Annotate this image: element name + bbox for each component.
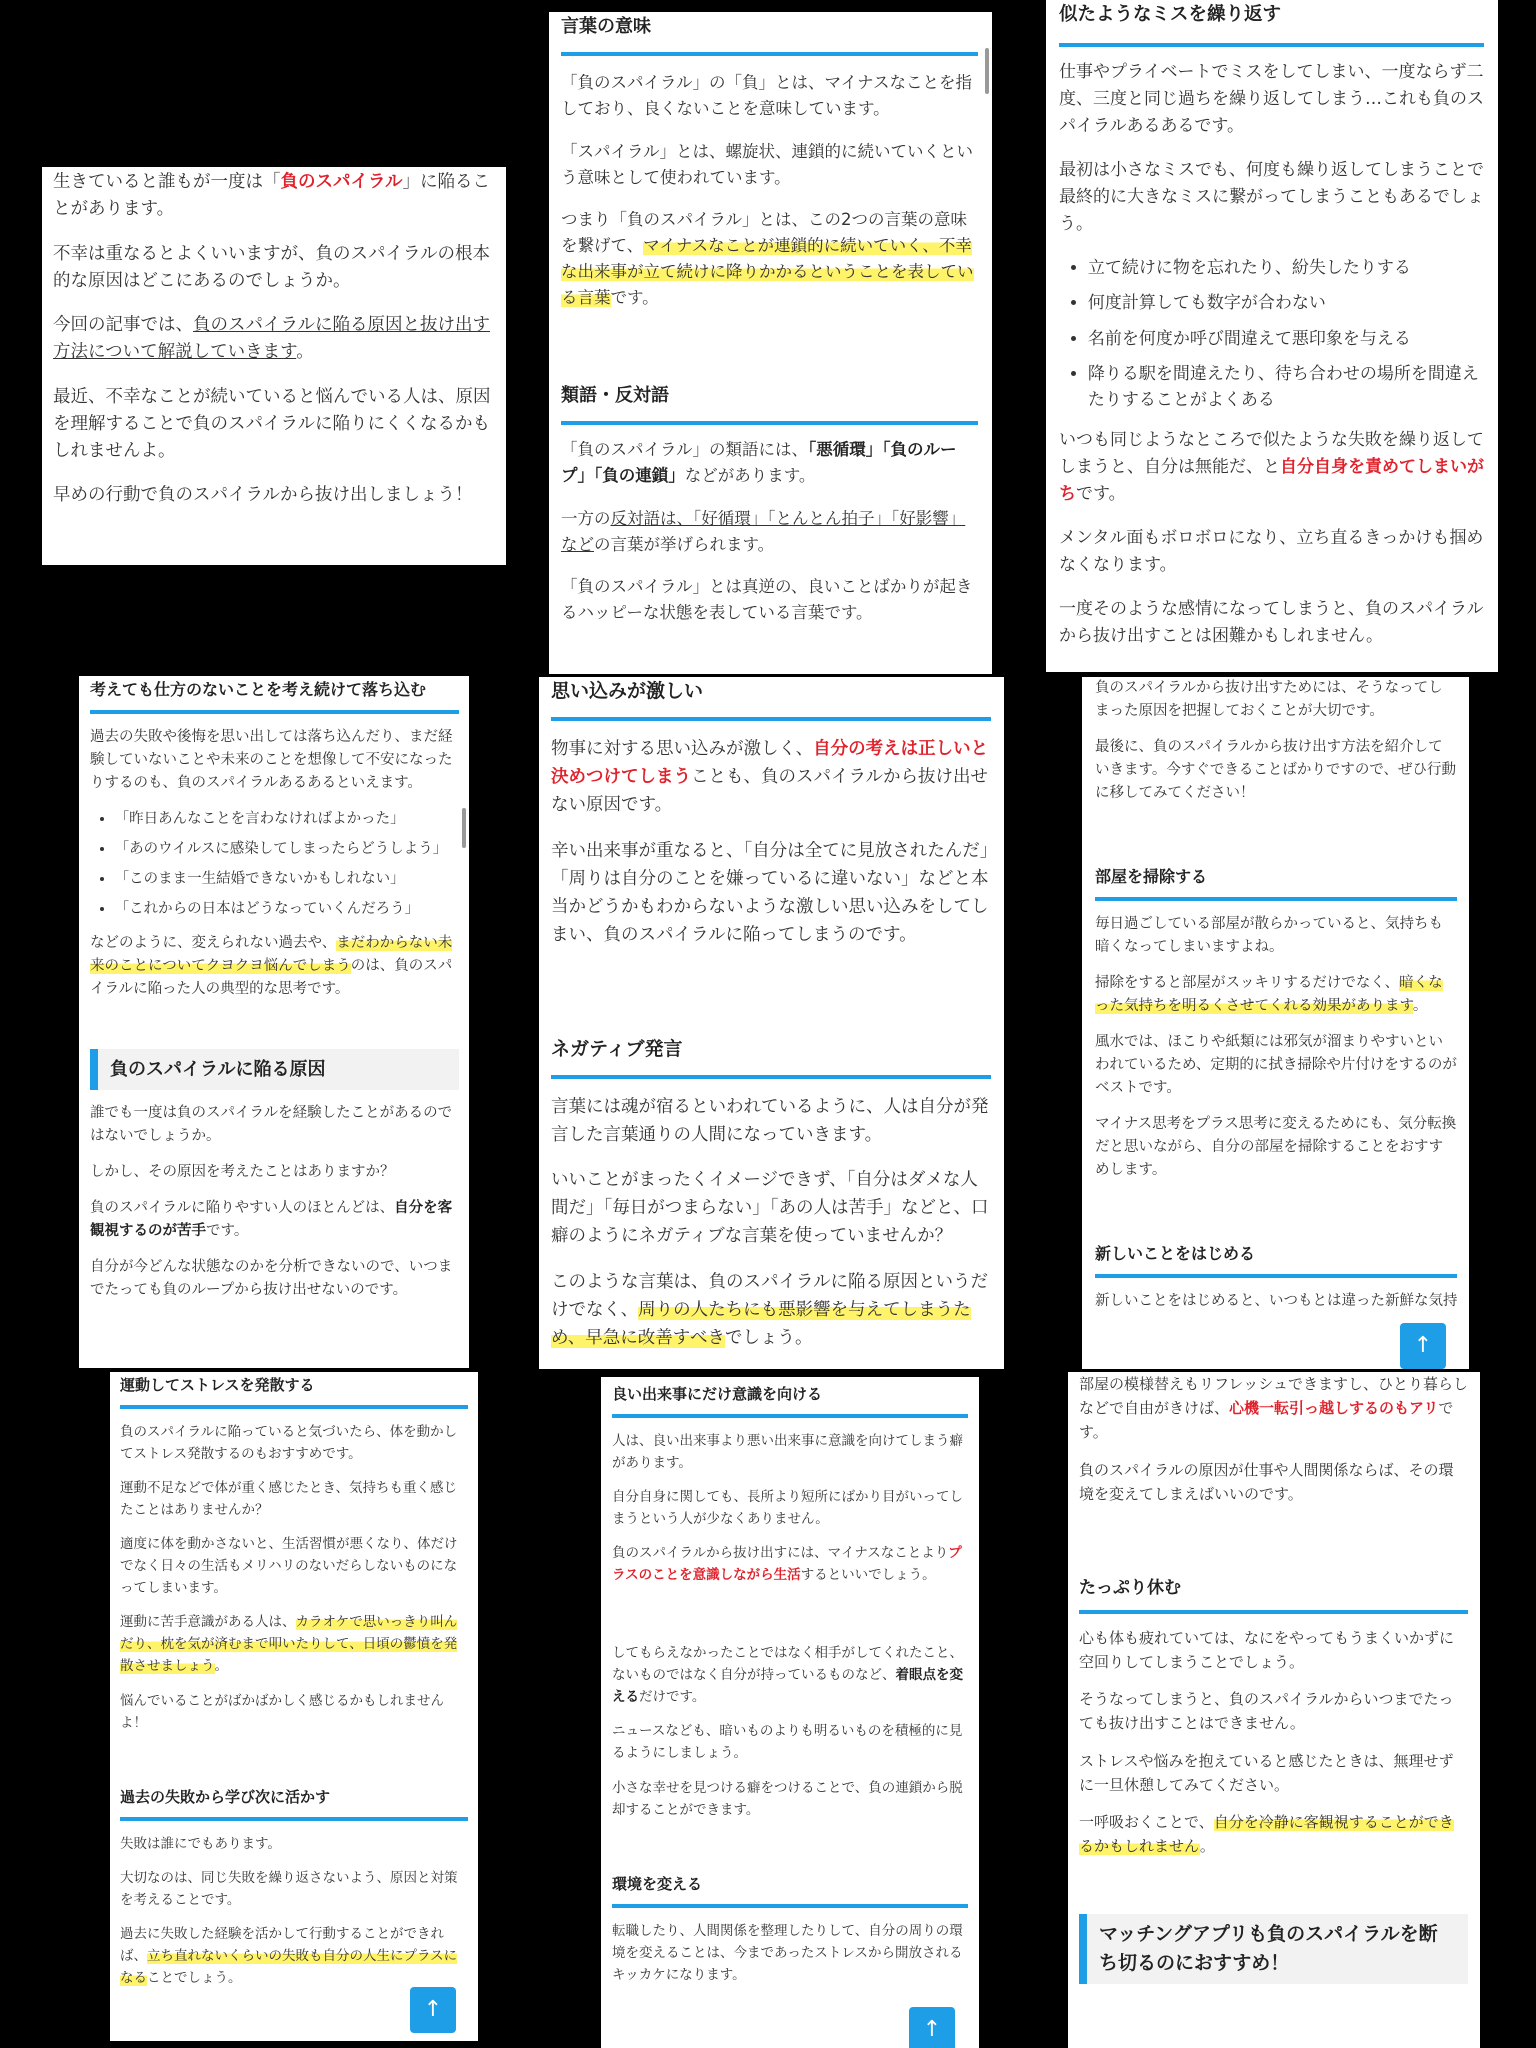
heading-overthinking: 考えても仕方のないことを考え続けて落ち込む xyxy=(90,676,459,714)
highlight-yellow: 暗くなった気持ちを明るくさせてくれる効果があります xyxy=(1095,975,1443,1015)
clean-paragraph-4: マイナス思考をプラス思考に変えるためにも、気分転換だと思いながら、自分の部屋を掃除することをおすすめします。 xyxy=(1095,1116,1457,1179)
highlight-red: 自分自身を責めてしまいがち xyxy=(1059,456,1484,504)
heading-synonyms: 類語・反対語 xyxy=(561,383,978,425)
highlight-yellow: マイナスなことが連鎖的に続いていく、不幸な出来事が立て続けに降りかかるということを表している言葉 xyxy=(561,236,974,307)
heading-exercise: 運動してストレスを発散する xyxy=(120,1372,468,1409)
scroll-to-top-button[interactable]: ↑ xyxy=(410,1987,456,2033)
failure-paragraph-1: 失敗は誰にでもあります。 xyxy=(120,1835,281,1852)
mistakes-paragraph-3: いつも同じようなところで似たような失敗を繰り返してしまうと、自分は無能だ、と自分自身を責めてしまいがちです。 xyxy=(1059,429,1484,504)
clean-paragraph-3: 風水では、ほこりや紙類には邪気が溜まりやすいといわれているため、定期的に拭き掃除や片付けをするのがベストです。 xyxy=(1095,1034,1457,1097)
list-item: • 立て続けに物を忘れたり、紛失したりする xyxy=(1088,255,1484,281)
scroll-to-top-button[interactable]: ↑ xyxy=(909,2007,955,2048)
good-paragraph-5: ニュースなども、暗いものよりも明るいものを積極的に見るようにしましょう。 xyxy=(612,1723,963,1762)
heading-matching-app: マッチングアプリも負のスパイラルを断ち切るのにおすすめ！ xyxy=(1079,1914,1468,1984)
mistakes-list xyxy=(1059,255,1484,413)
negative-paragraph-1: 言葉には魂が宿るといわれているように、人は自分が発言した言葉通りの人間になっていきます。 xyxy=(551,1096,989,1145)
heading-clean-room: 部屋を掃除する xyxy=(1095,865,1457,901)
heading-good-events: 良い出来事にだけ意識を向ける xyxy=(612,1377,968,1418)
panel-rest xyxy=(1068,1372,1480,2048)
heading-negative-speech: ネガティブ発言 xyxy=(551,1035,991,1079)
methods-paragraph-2: 最後に、負のスパイラルから抜け出す方法を紹介していきます。今すぐできることばかりですので、ぜひ行動に移してみてください！ xyxy=(1095,739,1457,802)
good-paragraph-3: 負のスパイラルから抜け出すには、マイナスなことよりプラスのことを意識しながら生活するといいでしょう。 xyxy=(612,1545,962,1584)
synonym-paragraph: 「負のスパイラル」の類語には、「悪循環」「負のループ」「負の連鎖」などがあります。 xyxy=(561,440,957,485)
list-item: • 「あのウイルスに感染してしまったらどうしよう」 xyxy=(115,838,459,860)
mistakes-paragraph-5: 一度そのような感情になってしまうと、負のスパイラルから抜け出すことは困難かもしれません。 xyxy=(1059,598,1484,646)
panel-good-events xyxy=(601,1377,979,2048)
overthinking-list xyxy=(90,808,459,920)
environment-paragraph-1: 転職したり、人間関係を整理したりして、自分の周りの環境を変えることは、今まであったストレスから開放されるキッカケになります。 xyxy=(612,1922,963,1983)
overthinking-paragraph-1: 過去の失敗や後悔を思い出しては落ち込んだり、まだ経験していないことや未来のことを想像して不安になったりするのも、負のスパイラルあるあるといえます。 xyxy=(90,729,453,791)
clean-paragraph-2: 掃除をすると部屋がスッキリするだけでなく、暗くなった気持ちを明るくさせてくれる効果があります。 xyxy=(1095,975,1443,1015)
highlight-red: 負のスパイラル xyxy=(280,172,403,192)
intro-paragraph-2: 不幸は重なるとよくいいますが、負のスパイラルの根本的な原因はどこにあるのでしょうか。 xyxy=(53,243,490,291)
scrollbar[interactable] xyxy=(462,808,466,848)
list-item: • 名前を何度か呼び間違えて悪印象を与える xyxy=(1088,326,1484,352)
causes-paragraph-2: しかし、その原因を考えたことはありますか？ xyxy=(90,1163,395,1180)
failure-paragraph-2: 大切なのは、同じ失敗を繰り返さないよう、原因と対策を考えることです。 xyxy=(120,1869,458,1908)
underlined-text: 反対語は、「好循環」「とんとん拍子」「好影響」など xyxy=(561,508,966,554)
rest-paragraph-2: 負のスパイラルの原因が仕事や人間関係ならば、その環境を変えてしまえばいいのです。 xyxy=(1079,1460,1454,1503)
rest-paragraph-1: 部屋の模様替えもリフレッシュできますし、ひとり暮らしなどで自由がきけば、心機一転引っ越しするのもアリです。 xyxy=(1079,1375,1468,1441)
panel-overthinking xyxy=(79,676,469,1368)
highlight-yellow: カラオケで思いっきり叫んだり、枕を気が済むまで叩いたりして、日頃の鬱憤を発散させましょう xyxy=(120,1614,458,1675)
rest-paragraph-4: そうなってしまうと、負のスパイラルからいつまでたっても抜け出すことはできません。 xyxy=(1079,1690,1454,1732)
causes-paragraph-4: 自分が今どんな状態なのかを分析できないので、いつまでたっても負のループから抜け出せないのです。 xyxy=(90,1258,453,1298)
list-item: • 「昨日あんなことを言わなければよかった」 xyxy=(115,808,459,830)
causes-paragraph-3: 負のスパイラルに陥りやすい人のほとんどは、自分を客観視するのが苦手です。 xyxy=(90,1199,453,1239)
assumptions-paragraph-2: 辛い出来事が重なると、「自分は全てに見放されたんだ」「周りは自分のことを嫌っているに違いない」などと本当かどうかもわからないような激しい思い込みをしてしまい、負のスパイラルに陥ってしまうのです。 xyxy=(551,840,989,945)
exercise-paragraph-3: 適度に体を動かさないと、生活習慣が悪くなり、体だけでなく日々の生活もメリハリのないだらしないものになってしまいます。 xyxy=(120,1536,458,1597)
list-item: • 降りる駅を間違えたり、待ち合わせの場所を間違えたりすることがよくある xyxy=(1088,361,1484,413)
mistakes-paragraph-1: 仕事やプライベートでミスをしてしまい、一度ならず二度、三度と同じ過ちを繰り返してしまう…これも負のスパイラルあるあるです。 xyxy=(1059,62,1484,136)
overthinking-paragraph-2: などのように、変えられない過去や、まだわからない未来のことについてクヨクヨ悩んでしまうのは、負のスパイラルに陥った人の典型的な思考です。 xyxy=(90,934,453,997)
highlight-red: 自分の考えは正しいと決めつけてしまう xyxy=(551,739,989,787)
highlight-yellow: 自分を冷静に客観視することができるかもしれません xyxy=(1079,1813,1454,1855)
exercise-paragraph-1: 負のスパイラルに陥っていると気づいたら、体を動かしてストレス発散するのもおすすめです。 xyxy=(120,1424,458,1462)
negative-paragraph-2: いいことがまったくイメージできず、「自分はダメな人間だ」「毎日がつまらない」「あの人は苦手」などと、口癖のようにネガティブな言葉を使っていませんか？ xyxy=(551,1170,989,1246)
methods-paragraph-1: 負のスパイラルから抜け出すためには、そうなってしまった原因を把握しておくことが大切です。 xyxy=(1095,680,1443,719)
rest-paragraph-6: 一呼吸おくことで、自分を冷静に客観視することができるかもしれません。 xyxy=(1079,1813,1454,1855)
new-paragraph-1: 新しいことをはじめると、いつもとは違った新鮮な気持 xyxy=(1095,1293,1458,1310)
good-paragraph-4: してもらえなかったことではなく相手がしてくれたこと、ないものではなく自分が持っているものなど、着眼点を変えるだけです。 xyxy=(612,1645,963,1706)
heading-word-meaning: 言葉の意味 xyxy=(561,12,978,56)
rest-paragraph-5: ストレスや悩みを抱えていると感じたときは、無理せずに一旦休憩してみてください。 xyxy=(1079,1751,1454,1794)
good-paragraph-6: 小さな幸せを見つける癖をつけることで、負の連鎖から脱却することができます。 xyxy=(612,1779,963,1818)
panel-clean-room xyxy=(1082,677,1469,1369)
heading-repeat-mistakes: 似たようなミスを繰り返す xyxy=(1059,0,1484,47)
highlight-yellow: まだわからない未来のことについてクヨクヨ悩んでしまう xyxy=(90,934,453,974)
meaning-paragraph-1: 「負のスパイラル」の「負」とは、マイナスなことを指しており、良くないことを意味しています。 xyxy=(561,73,973,118)
exercise-paragraph-4: 運動に苦手意識がある人は、カラオケで思いっきり叫んだり、枕を気が済むまで叩いたりして、日頃の鬱憤を発散させましょう。 xyxy=(120,1614,458,1675)
intro-paragraph-5: 早めの行動で負のスパイラルから抜け出しましょう！ xyxy=(53,485,473,505)
meaning-paragraph-6: 「負のスパイラル」とは真逆の、良いことばかりが起きるハッピーな状態を表している言葉です。 xyxy=(561,577,973,622)
intro-paragraph-3: 今回の記事では、負のスパイラルに陥る原因と抜け出す方法について解説していきます。 xyxy=(53,315,490,362)
list-item: • 「このまま一生結婚できないかもしれない」 xyxy=(115,868,459,890)
panel-exercise xyxy=(110,1372,478,2041)
panel-repeat-mistakes xyxy=(1046,0,1498,672)
underlined-text: 負のスパイラルに陥る原因と抜け出す方法について解説していきます xyxy=(53,315,490,362)
exercise-paragraph-2: 運動不足などで体が重く感じたとき、気持ちも重く感じたことはありませんか？ xyxy=(120,1480,457,1519)
heading-causes: 負のスパイラルに陥る原因 xyxy=(90,1049,459,1090)
mistakes-paragraph-2: 最初は小さなミスでも、何度も繰り返してしまうことで最終的に大きなミスに繋がってしまうこともあるでしょう。 xyxy=(1059,160,1484,234)
panel-word-meaning xyxy=(549,12,992,674)
clean-paragraph-1: 毎日過ごしている部屋が散らかっていると、気持ちも暗くなってしまいますよね。 xyxy=(1095,916,1443,956)
exercise-paragraph-5: 悩んでいることがばかばかしく感じるかもしれませんよ！ xyxy=(120,1692,444,1731)
heading-new-things: 新しいことをはじめる xyxy=(1095,1242,1457,1278)
panel-assumptions xyxy=(539,677,1004,1369)
heading-learn-from-failure: 過去の失敗から学び次に活かす xyxy=(120,1786,468,1821)
intro-paragraph-4: 最近、不幸なことが続いていると悩んでいる人は、原因を理解することで負のスパイラルに陥りにくくなるかもしれませんよ。 xyxy=(53,386,491,461)
scrollbar[interactable] xyxy=(985,48,989,94)
intro-paragraph-1: 生きていると誰もが一度は「負のスパイラル」に陥ることがあります。 xyxy=(53,172,490,219)
heading-assumptions: 思い込みが激しい xyxy=(551,677,991,721)
highlight-red: プラスのことを意識しながら生活 xyxy=(612,1545,962,1584)
highlight-yellow: 周りの人たちにも悪影響を与えてしまうため、早急に改善すべき xyxy=(551,1299,971,1348)
list-item: • 「これからの日本はどうなっていくんだろう」 xyxy=(115,898,459,920)
mistakes-paragraph-4: メンタル面もボロボロになり、立ち直るきっかけも掴めなくなります。 xyxy=(1059,527,1484,575)
good-paragraph-2: 自分自身に関しても、長所より短所にばかり目がいってしまうという人が少なくありません。 xyxy=(612,1489,963,1528)
negative-paragraph-3: このような言葉は、負のスパイラルに陥る原因というだけでなく、周りの人たちにも悪影響を与えてしまうため、早急に改善すべきでしょう。 xyxy=(551,1271,988,1348)
causes-paragraph-1: 誰でも一度は負のスパイラルを経験したことがあるのではないでしょうか。 xyxy=(90,1104,453,1144)
highlight-yellow: 立ち直れないくらいの失敗も自分の人生にプラスになる xyxy=(120,1947,458,1986)
heading-change-environment: 環境を変える xyxy=(612,1873,968,1908)
heading-rest: たっぷり休む xyxy=(1079,1576,1468,1614)
meaning-paragraph-2: 「スパイラル」とは、螺旋状、連鎖的に続いていくという意味として使われています。 xyxy=(561,141,974,187)
failure-paragraph-3: 過去に失敗した経験を活かして行動することができれば、立ち直れないくらいの失敗も自分の人生にプラスになることでしょう。 xyxy=(120,1925,458,1986)
list-item: • 何度計算しても数字が合わない xyxy=(1088,290,1484,316)
meaning-paragraph-3: つまり「負のスパイラル」とは、この2つの言葉の意味を繋げて、マイナスなことが連鎖的に続いていく、不幸な出来事が立て続けに降りかかるということを表している言葉です。 xyxy=(561,210,974,307)
rest-paragraph-3: 心も体も疲れていては、なにをやってもうまくいかずに空回りしてしまうことでしょう。 xyxy=(1079,1628,1455,1671)
good-paragraph-1: 人は、良い出来事より悪い出来事に意識を向けてしまう癖があります。 xyxy=(612,1433,963,1471)
antonym-paragraph: 一方の反対語は、「好循環」「とんとん拍子」「好影響」などの言葉が挙げられます。 xyxy=(561,508,966,554)
assumptions-paragraph-1: 物事に対する思い込みが激しく、自分の考えは正しいと決めつけてしまうことも、負のスパイラルから抜け出せない原因です。 xyxy=(551,739,989,815)
highlight-red: 心機一転引っ越しするのもアリ xyxy=(1229,1399,1439,1417)
scroll-to-top-button[interactable]: ↑ xyxy=(1400,1323,1446,1369)
panel-intro xyxy=(42,167,506,565)
